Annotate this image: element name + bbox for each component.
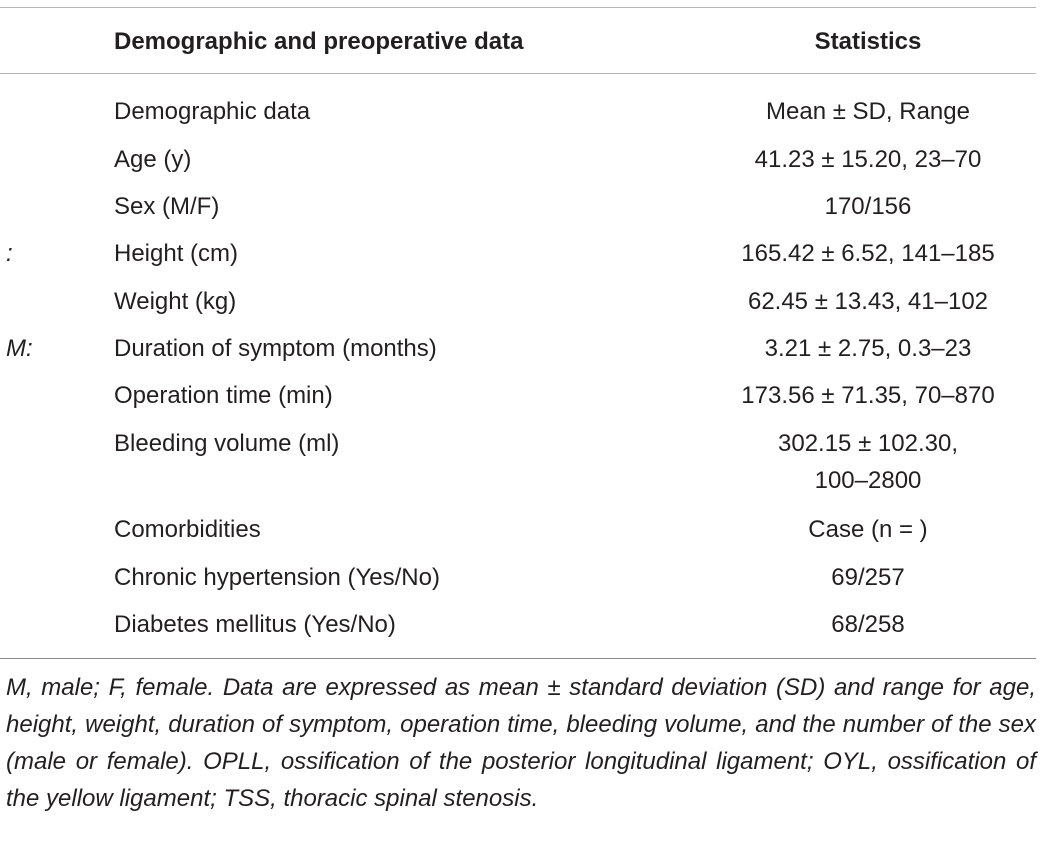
row-label: Operation time (min) — [114, 382, 333, 409]
row-label: Chronic hypertension (Yes/No) — [114, 564, 440, 591]
row-value: 165.42 ± 6.52, 141–185 — [741, 240, 995, 267]
column-header-demographic: Demographic and preoperative data — [114, 28, 524, 55]
row-label: Comorbidities — [114, 516, 261, 543]
row-value: Case (n = ) — [808, 516, 928, 543]
row-value-line: 302.15 ± 102.30, — [778, 430, 958, 457]
row-value — [700, 425, 1036, 499]
row-label: Diabetes mellitus (Yes/No) — [114, 611, 396, 638]
column-header-statistics: Statistics — [814, 28, 922, 55]
row-value: 62.45 ± 13.43, 41–102 — [747, 288, 989, 315]
row-label: Weight (kg) — [114, 288, 237, 315]
row-value: 170/156 — [824, 193, 912, 220]
row-marker: M: — [6, 335, 33, 362]
row-marker: : — [6, 240, 13, 267]
row-value: 41.23 ± 15.20, 23–70 — [754, 146, 982, 173]
row-value: 3.21 ± 2.75, 0.3–23 — [764, 335, 972, 362]
row-value-line: 100–2800 — [814, 467, 922, 494]
row-value: 68/258 — [831, 611, 905, 638]
row-value: 69/257 — [831, 564, 905, 591]
row-label: Demographic data — [114, 98, 311, 125]
row-value: 173.56 ± 71.35, 70–870 — [741, 382, 995, 409]
row-label: Sex (M/F) — [114, 193, 220, 220]
row-label: Height (cm) — [114, 240, 239, 267]
table-bottom-rule — [0, 658, 1036, 659]
row-label: Duration of symptom (months) — [114, 335, 437, 362]
header-rule — [0, 73, 1036, 74]
row-label: Age (y) — [114, 146, 192, 173]
row-value: Mean ± SD, Range — [766, 98, 970, 125]
table-footnote: M, male; F, female. Data are expressed as mean ± standard deviation (SD) and range for age, height, weight, duration of symptom, operation time, bleeding volume, and the number of the sex (male or female). OPLL, ossification of the posterior longitudinal ligament; OYL, ossification of the yellow ligament; TSS, thoracic spinal stenosis. — [6, 674, 1036, 812]
table-row — [0, 420, 1036, 510]
table-top-rule — [0, 7, 1036, 8]
row-label: Bleeding volume (ml) — [114, 430, 340, 457]
